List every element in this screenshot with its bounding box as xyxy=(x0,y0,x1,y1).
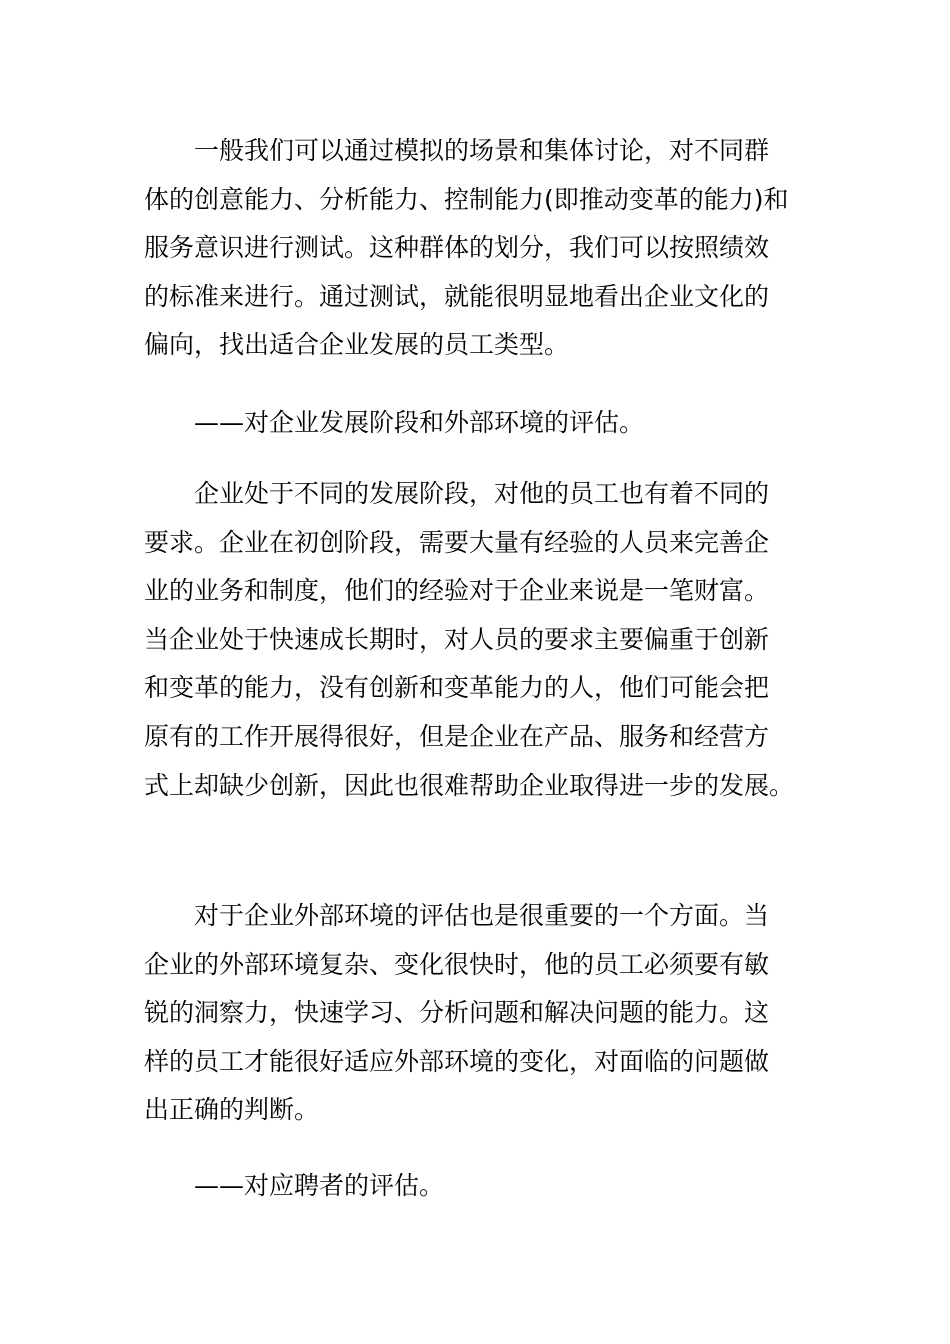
paragraph-line: 的标准来进行。通过测试，就能很明显地看出企业文化的 xyxy=(144,281,770,311)
paragraph-line: 式上却缺少创新，因此也很难帮助企业取得进一步的发展。 xyxy=(144,770,795,800)
paragraph-group-external-environment xyxy=(144,892,806,1135)
paragraph-line: 样的员工才能很好适应外部环境的变化，对面临的问题做 xyxy=(144,1046,770,1076)
paragraph-group-stages xyxy=(144,470,806,810)
paragraph-line: 企业的外部环境复杂、变化很快时，他的员工必须要有敏 xyxy=(144,949,770,979)
paragraph-line: 锐的洞察力，快速学习、分析问题和解决问题的能力。这 xyxy=(144,998,770,1028)
section-heading-applicants xyxy=(144,1162,806,1211)
paragraph-line: 一般我们可以通过模拟的场景和集体讨论，对不同群 xyxy=(194,136,770,165)
paragraph-line: 企业处于不同的发展阶段，对他的员工也有着不同的 xyxy=(194,479,770,508)
paragraph-line: 原有的工作开展得很好，但是企业在产品、服务和经营方 xyxy=(144,721,770,751)
section-heading-stage-environment xyxy=(144,399,806,448)
paragraph-line: 业的业务和制度，他们的经验对于企业来说是一笔财富。 xyxy=(144,576,770,606)
paragraph-line: 出正确的判断。 xyxy=(144,1095,320,1125)
paragraph-line: 服务意识进行测试。这种群体的划分，我们可以按照绩效 xyxy=(144,233,770,263)
paragraph-line: 和变革的能力，没有创新和变革能力的人，他们可能会把 xyxy=(144,673,770,703)
paragraph-line: 对于企业外部环境的评估也是很重要的一个方面。当 xyxy=(194,901,770,930)
section-heading-line: ——对应聘者的评估。 xyxy=(194,1171,445,1200)
paragraph-line: 要求。企业在初创阶段，需要大量有经验的人员来完善企 xyxy=(144,527,770,557)
section-heading-line: ——对企业发展阶段和外部环境的评估。 xyxy=(194,408,645,437)
paragraph-line: 当企业处于快速成长期时，对人员的要求主要偏重于创新 xyxy=(144,624,770,654)
paragraph-line: 偏向，找出适合企业发展的员工类型。 xyxy=(144,330,570,360)
paragraph-line: 体的创意能力、分析能力、控制能力(即推动变革的能力)和 xyxy=(144,184,789,214)
paragraph-group-testing xyxy=(144,127,806,370)
